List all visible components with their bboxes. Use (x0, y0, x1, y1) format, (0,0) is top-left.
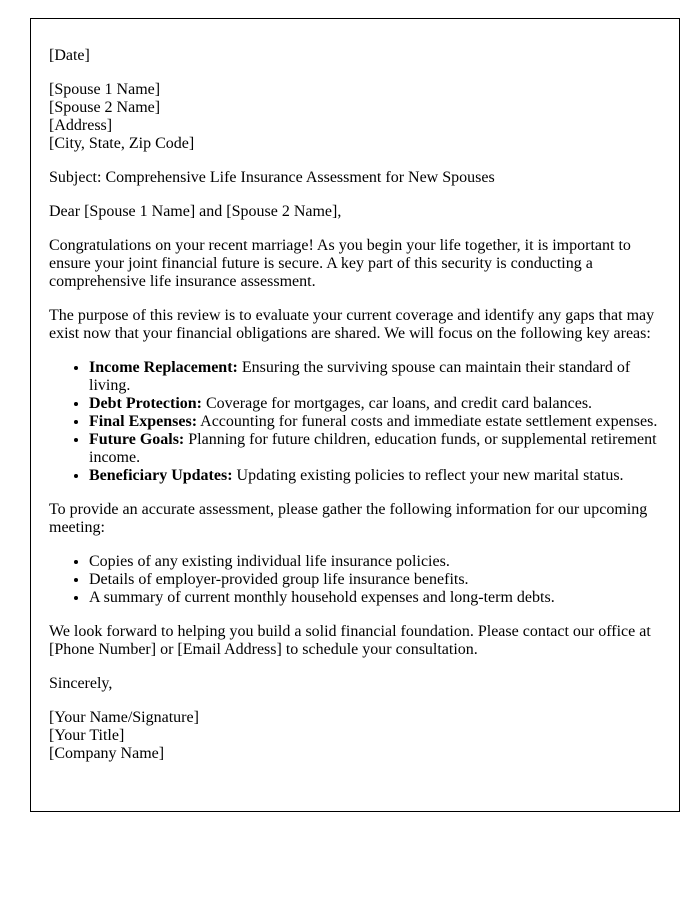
key-area-label: Beneficiary Updates: (89, 467, 233, 484)
signature-name: [Your Name/Signature] (49, 709, 199, 726)
list-item: • A summary of current monthly household expenses and long-term debts. (89, 589, 661, 607)
key-area-text: Accounting for funeral costs and immediate estate settlement expenses. (197, 413, 658, 430)
list-item: • Copies of any existing individual life insurance policies. (89, 553, 661, 571)
list-item (89, 395, 661, 413)
paragraph-purpose: The purpose of this review is to evaluate your current coverage and identify any gaps that may exist now that your financial obligations are shared. We will focus on the following key areas: (49, 307, 655, 342)
signature-company: [Company Name] (49, 745, 165, 762)
signature-title: [Your Title] (49, 727, 125, 744)
list-item: • Details of employer-provided group life insurance benefits. (89, 571, 661, 589)
key-area-label: Income Replacement: (89, 359, 238, 376)
letter-document (30, 18, 680, 812)
paragraph-closing: We look forward to helping you build a solid financial foundation. Please contact our office at [Phone Number] or [Email Address] to schedule your consultation. (49, 623, 651, 658)
recipient-line-city-state-zip: [City, State, Zip Code] (49, 135, 195, 152)
recipient-address-block (49, 81, 661, 153)
key-area-label: Future Goals: (89, 431, 185, 448)
list-item (89, 413, 661, 431)
paragraph-gather: To provide an accurate assessment, please gather the following information for our upcoming meeting: (49, 501, 648, 536)
recipient-line-address: [Address] (49, 117, 113, 134)
list-item (89, 431, 661, 467)
sign-off: Sincerely, (49, 675, 113, 692)
list-item (89, 359, 661, 395)
key-area-text: Ensuring the surviving spouse can maintain their standard of living. (89, 359, 631, 394)
subject-line: Subject: Comprehensive Life Insurance Assessment for New Spouses (49, 169, 495, 186)
salutation: Dear [Spouse 1 Name] and [Spouse 2 Name], (49, 203, 342, 220)
gather-items-list (49, 553, 661, 607)
key-areas-list (49, 359, 661, 485)
key-area-label: Final Expenses: (89, 413, 198, 430)
date-placeholder: [Date] (49, 47, 90, 64)
recipient-line-spouse2: [Spouse 2 Name] (49, 99, 161, 116)
key-area-label: Debt Protection: (89, 395, 202, 412)
list-item (89, 467, 661, 485)
recipient-line-spouse1: [Spouse 1 Name] (49, 81, 161, 98)
paragraph-intro: Congratulations on your recent marriage! As you begin your life together, it is important to ensure your joint financial future is secure. A key part of this security is conducting a comprehensive life insurance assessment. (49, 237, 631, 290)
key-area-text: Updating existing policies to reflect your new marital status. (232, 467, 624, 484)
key-area-text: Planning for future children, education funds, or supplemental retirement income. (89, 431, 657, 466)
signature-block (49, 709, 661, 763)
key-area-text: Coverage for mortgages, car loans, and credit card balances. (202, 395, 593, 412)
